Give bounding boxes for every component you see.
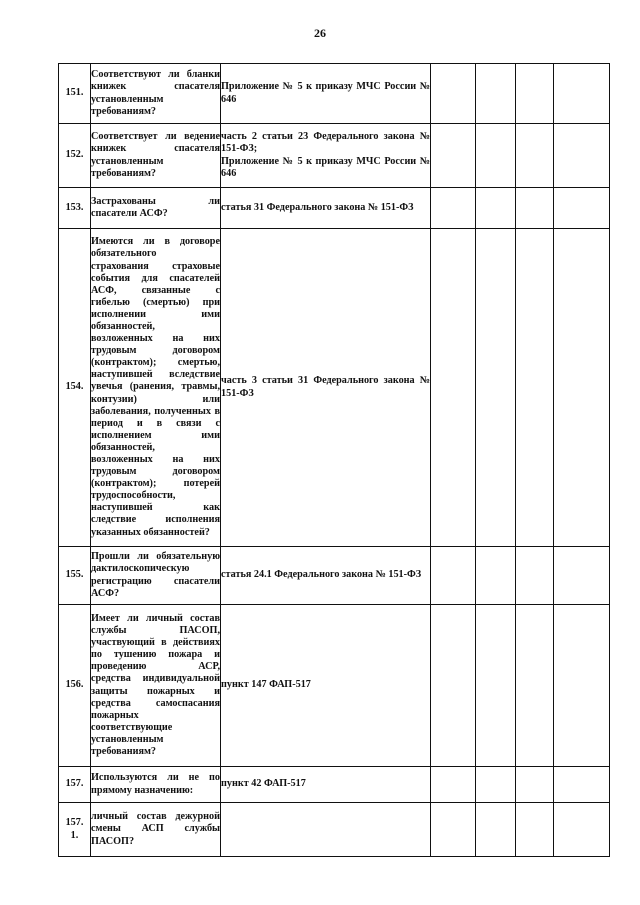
- question-line: исполнении ими: [91, 308, 220, 320]
- answer-cell: [516, 605, 554, 767]
- question-cell: [91, 124, 221, 188]
- question-cell: [91, 605, 221, 767]
- answer-cell: [516, 767, 554, 803]
- question-line: защиты пожарных и: [91, 685, 220, 697]
- reference-line: статья 24.1 Федерального закона № 151-ФЗ: [221, 569, 422, 581]
- table-row: [59, 605, 610, 767]
- answer-cell: [476, 64, 516, 124]
- question-cell: [91, 547, 221, 605]
- table-row: [59, 64, 610, 124]
- question-line: возложенных на них: [91, 454, 220, 466]
- question-line: контузии) или: [91, 393, 220, 405]
- question-line: регистрацию спасатели: [91, 575, 220, 587]
- question-cell: [91, 767, 221, 803]
- question-line: соответствующие: [91, 721, 173, 733]
- question-line: требованиям?: [91, 167, 156, 179]
- question-line: требованиям?: [91, 745, 156, 757]
- question-line: период и в связи с: [91, 417, 220, 429]
- answer-cell: [476, 188, 516, 229]
- answer-cell: [516, 547, 554, 605]
- table-row: [59, 188, 610, 229]
- answer-cell: [476, 803, 516, 857]
- question-line: заболевания, полученных в: [91, 405, 220, 417]
- question-line: средства индивидуальной: [91, 673, 220, 685]
- row-number: 156.: [59, 605, 91, 767]
- question-line: спасатели АСФ?: [91, 208, 168, 219]
- question-line: увечья (ранения, травмы,: [91, 381, 220, 393]
- question-line: установленным: [91, 155, 164, 167]
- question-line: страхования страховые: [91, 260, 220, 272]
- answer-cell: [554, 188, 610, 229]
- row-number: 154.: [59, 229, 91, 547]
- reference-line: 151-ФЗ;: [221, 143, 258, 155]
- legal-reference-cell: [221, 803, 431, 857]
- table-row: [59, 803, 610, 857]
- answer-cell: [516, 64, 554, 124]
- answer-cell: [516, 124, 554, 188]
- row-number: 151.: [59, 64, 91, 124]
- question-line: требованиям?: [91, 105, 156, 117]
- legal-reference-cell: [221, 64, 431, 124]
- legal-reference-cell: [221, 188, 431, 229]
- question-line: АСФ?: [91, 587, 120, 599]
- question-line: обязанностей,: [91, 441, 155, 453]
- legal-reference-cell: [221, 229, 431, 547]
- answer-cell: [554, 547, 610, 605]
- answer-cell: [554, 124, 610, 188]
- reference-line: пункт 42 ФАП-517: [221, 778, 306, 790]
- question-line: возложенных на них: [91, 333, 220, 345]
- legal-reference-cell: [221, 547, 431, 605]
- answer-cell: [476, 547, 516, 605]
- question-cell: [91, 803, 221, 857]
- question-line: установленным: [91, 733, 164, 745]
- question-cell: [91, 64, 221, 124]
- legal-reference-cell: [221, 605, 431, 767]
- question-line: книжек спасателя: [91, 81, 220, 93]
- reference-line: Приложение № 5 к приказу МЧС России №: [221, 155, 430, 167]
- question-line: службы ПАСОП,: [91, 625, 220, 637]
- answer-cell: [431, 803, 476, 857]
- question-line: трудовым договором: [91, 345, 220, 357]
- question-line: дактилоскопическую: [91, 563, 190, 575]
- question-line: события для спасателей: [91, 272, 220, 284]
- table-row: [59, 547, 610, 605]
- reference-line: 646: [221, 167, 237, 179]
- question-cell: [91, 229, 221, 547]
- question-line: гибелью (смертью) при: [91, 296, 220, 308]
- question-line: указанных обязанностей?: [91, 526, 210, 538]
- row-number: 157. 1.: [59, 803, 91, 857]
- row-number: 152.: [59, 124, 91, 188]
- answer-cell: [476, 605, 516, 767]
- table-row: [59, 767, 610, 803]
- reference-line: часть 3 статьи 31 Федерального закона №: [221, 375, 430, 387]
- answer-cell: [431, 605, 476, 767]
- checklist-table: [58, 63, 610, 857]
- answer-cell: [431, 547, 476, 605]
- question-line: книжек спасателя: [91, 143, 220, 155]
- answer-cell: [516, 229, 554, 547]
- answer-cell: [431, 188, 476, 229]
- reference-line: 646: [221, 93, 237, 105]
- question-line: исполнением ими: [91, 429, 220, 441]
- answer-cell: [516, 803, 554, 857]
- question-line: наступившей как: [91, 502, 220, 514]
- answer-cell: [554, 803, 610, 857]
- question-line: смены АСП службы: [91, 823, 220, 835]
- question-line: проведению АСР,: [91, 661, 220, 673]
- question-line: Прошли ли обязательную: [91, 551, 220, 563]
- row-number: 153.: [59, 188, 91, 229]
- question-line: АСФ, связанные с: [91, 284, 220, 296]
- reference-line: часть 2 статьи 23 Федерального закона №: [221, 131, 430, 143]
- reference-line: пункт 147 ФАП-517: [221, 679, 311, 691]
- question-line: Имеются ли в договоре: [91, 236, 220, 248]
- answer-cell: [516, 188, 554, 229]
- answer-cell: [431, 124, 476, 188]
- question-line: средства самоспасания: [91, 697, 220, 709]
- answer-cell: [554, 767, 610, 803]
- question-line: трудоспособности,: [91, 490, 176, 502]
- answer-cell: [554, 64, 610, 124]
- answer-cell: [476, 767, 516, 803]
- row-number: 155.: [59, 547, 91, 605]
- question-line: ПАСОП?: [91, 835, 135, 847]
- answer-cell: [476, 124, 516, 188]
- question-line: участвующий в действиях: [91, 637, 220, 649]
- question-line: Используются ли не по: [91, 772, 220, 784]
- question-line: (контрактом); смертью,: [91, 357, 220, 369]
- answer-cell: [476, 229, 516, 547]
- reference-line: Приложение № 5 к приказу МЧС России №: [221, 81, 430, 93]
- question-line: установленным: [91, 93, 164, 105]
- question-line: Соответствует ли ведение: [91, 131, 220, 143]
- question-line: по тушению пожара и: [91, 649, 220, 661]
- question-line: Застрахованы ли: [91, 195, 220, 207]
- reference-line: статья 31 Федерального закона № 151-ФЗ: [221, 201, 414, 213]
- question-line: обязанностей,: [91, 320, 155, 332]
- row-number: 157.: [59, 767, 91, 803]
- answer-cell: [431, 767, 476, 803]
- question-line: Соответствуют ли бланки: [91, 69, 220, 81]
- question-cell: [91, 188, 221, 229]
- question-line: следствие исполнения: [91, 514, 220, 526]
- answer-cell: [554, 229, 610, 547]
- question-line: прямому назначению:: [91, 784, 194, 796]
- question-line: личный состав дежурной: [91, 811, 220, 823]
- reference-line: 151-ФЗ: [221, 387, 254, 399]
- legal-reference-cell: [221, 767, 431, 803]
- page-number: 26: [314, 26, 326, 40]
- table-row: [59, 124, 610, 188]
- question-line: (контрактом); потерей: [91, 478, 220, 490]
- table-row: [59, 229, 610, 547]
- answer-cell: [431, 64, 476, 124]
- question-line: пожарных: [91, 709, 139, 721]
- question-line: трудовым договором: [91, 466, 220, 478]
- legal-reference-cell: [221, 124, 431, 188]
- answer-cell: [431, 229, 476, 547]
- question-line: наступившей вследствие: [91, 369, 220, 381]
- question-line: обязательного: [91, 248, 157, 260]
- answer-cell: [554, 605, 610, 767]
- question-line: Имеет ли личный состав: [91, 612, 220, 624]
